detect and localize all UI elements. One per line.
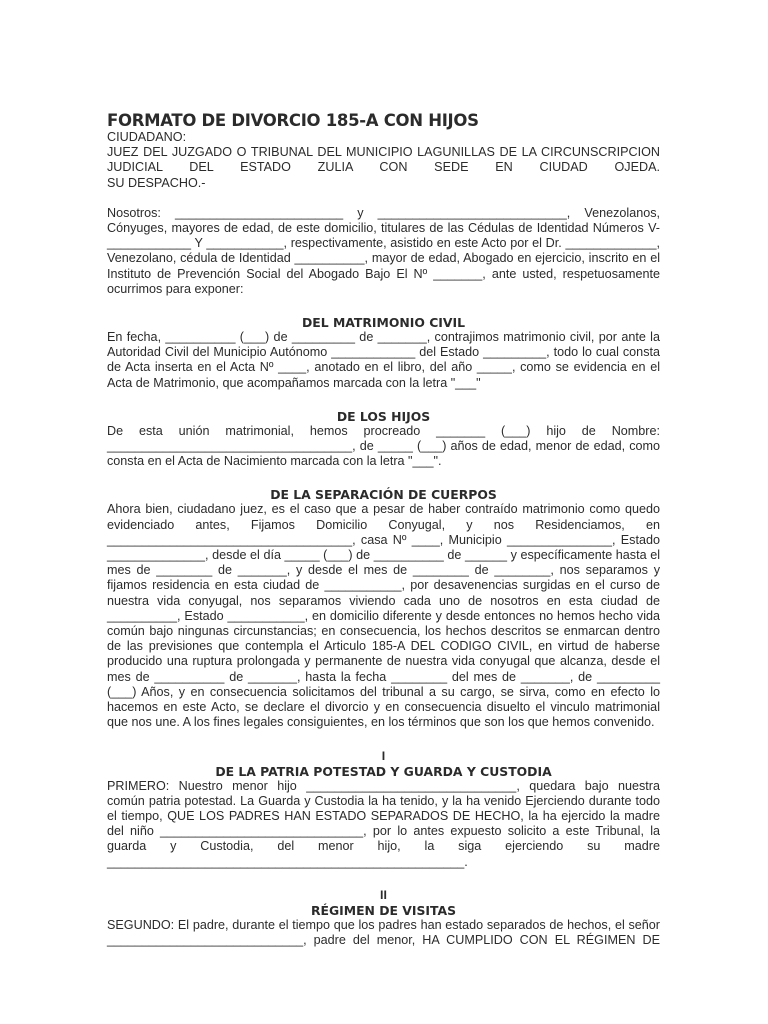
section-patria-potestad bbox=[107, 749, 660, 870]
section-title: DEL MATRIMONIO CIVIL bbox=[301, 315, 465, 331]
section-number: II bbox=[380, 887, 387, 902]
section-text: SEGUNDO: El padre, durante el tiempo que los padres han estado separados de hechos, el señor ____________________________, padre del menor, HA CUMPLIDO CON EL RÉGIMEN DE bbox=[107, 917, 660, 947]
section-text: Ahora bien, ciudadano juez, es el caso que a pesar de haber contraído matrimonio como quedo evidenciado antes, Fijamos Domicilio Conyugal, y nos Residenciamos, en ___________________________________, casa Nº ____, Municipio _______________, Estado ______________, desde el día _____ (___) de __________ de ______ y específicamente hasta el mes de ________ de _______, y desde el mes de ________ de ________, nos separamos y fijamos residencia en esta ciudad de ___________, por desavenencias surgidas en el curso de nuestra vida conyugal, nos separamos viviendo cada uno de nosotros en esta ciudad de __________, Estado ___________, en domicilio diferente y desde entonces no hemos hecho vida común bajo ningunas circunstancias; en consecuencia, los hechos descritos se enmarcan dentro de las previsiones que contempla el Articulo 185-A DEL CODIGO CIVIL, en virtud de haberse producido una ruptura prolongada y permanente de nuestra vida conyugal que alcanza, desde el mes de __________ de _______, hasta la fecha ________ del mes de _______, de _________ (___) Años, y en consecuencia solicitamos del tribunal a su cargo, se sirva, como en efecto lo hacemos en este Acto, se declare el divorcio y en consecuencia disuelto el vinculo matrimonial que nos une. A los fines legales consiguientes, en los términos que son los que hemos convenido. bbox=[107, 502, 660, 730]
document-body bbox=[107, 112, 660, 948]
section-text: PRIMERO: Nuestro menor hijo ______________________________, quedara bajo nuestra común patria potestad. La Guarda y Custodia la ha tenido, y la ha venido Ejerciendo durante todo el tiempo, QUE LOS PADRES HAN ESTADO SEPARADOS DE HECHO, la ha ejercido la madre del niño _____________________________, por lo antes expuesto solicito a este Tribunal, la guarda y Custodia, del menor hijo, la siga ejerciendo su madre ___________________________________________________. bbox=[107, 778, 660, 869]
section-title: DE LA SEPARACIÓN DE CUERPOS bbox=[270, 487, 497, 503]
section-title: RÉGIMEN DE VISITAS bbox=[310, 902, 457, 918]
section-text: De esta unión matrimonial, hemos procreado _______ (___) hijo de Nombre: ___________________________________, de _____ (___) años de edad, menor de edad, como consta en el Acta de Nacimiento marcada con la letra "___". bbox=[107, 423, 660, 469]
addressee-line: JUDICIAL DEL ESTADO ZULIA CON SEDE EN CIUDAD OJEDA. bbox=[107, 160, 660, 175]
section-regimen-visitas bbox=[107, 888, 660, 948]
addressee-line: JUEZ DEL JUZGADO O TRIBUNAL DEL MUNICIPIO LAGUNILLAS DE LA CIRCUNSCRIPCION bbox=[107, 145, 660, 160]
section-text: En fecha, __________ (___) de _________ de _______, contrajimos matrimonio civil, por ante la Autoridad Civil del Municipio Autónomo ____________ del Estado _________, todo lo cual consta de Acta inserta en el Acta Nº ____, anotado en el libro, del año _____, como se evidencia en el Acta de Matrimonio, que acompañamos marcada con la letra "___" bbox=[107, 330, 660, 390]
document-title: FORMATO DE DIVORCIO 185-A CON HIJOS bbox=[107, 111, 479, 130]
section-number: I bbox=[381, 748, 386, 763]
addressee-line: SU DESPACHO.- bbox=[107, 175, 206, 190]
section-hijos bbox=[107, 409, 660, 470]
section-matrimonio bbox=[107, 315, 660, 391]
section-separacion bbox=[107, 487, 660, 730]
addressee-line: CIUDADANO: bbox=[107, 130, 187, 144]
addressee-block bbox=[107, 130, 660, 191]
section-title: DE LA PATRIA POTESTAD Y GUARDA Y CUSTODIA bbox=[215, 763, 552, 779]
section-title: DE LOS HIJOS bbox=[336, 408, 431, 424]
intro-paragraph: Nosotros: ________________________ y ___________________________, Venezolanos, Cónyuges, mayores de edad, de este domicilio, titulares de las Cédulas de Identidad Números V-____________ Y ___________, respectivamente, asistido en este Acto por el Dr. _____________, Venezolano, cédula de Identidad __________, mayor de edad, Abogado en ejercicio, inscrito en el Instituto de Prevención Social del Abogado Bajo El Nº _______, ante usted, respetuosamente ocurrimos para exponer: bbox=[107, 205, 660, 296]
